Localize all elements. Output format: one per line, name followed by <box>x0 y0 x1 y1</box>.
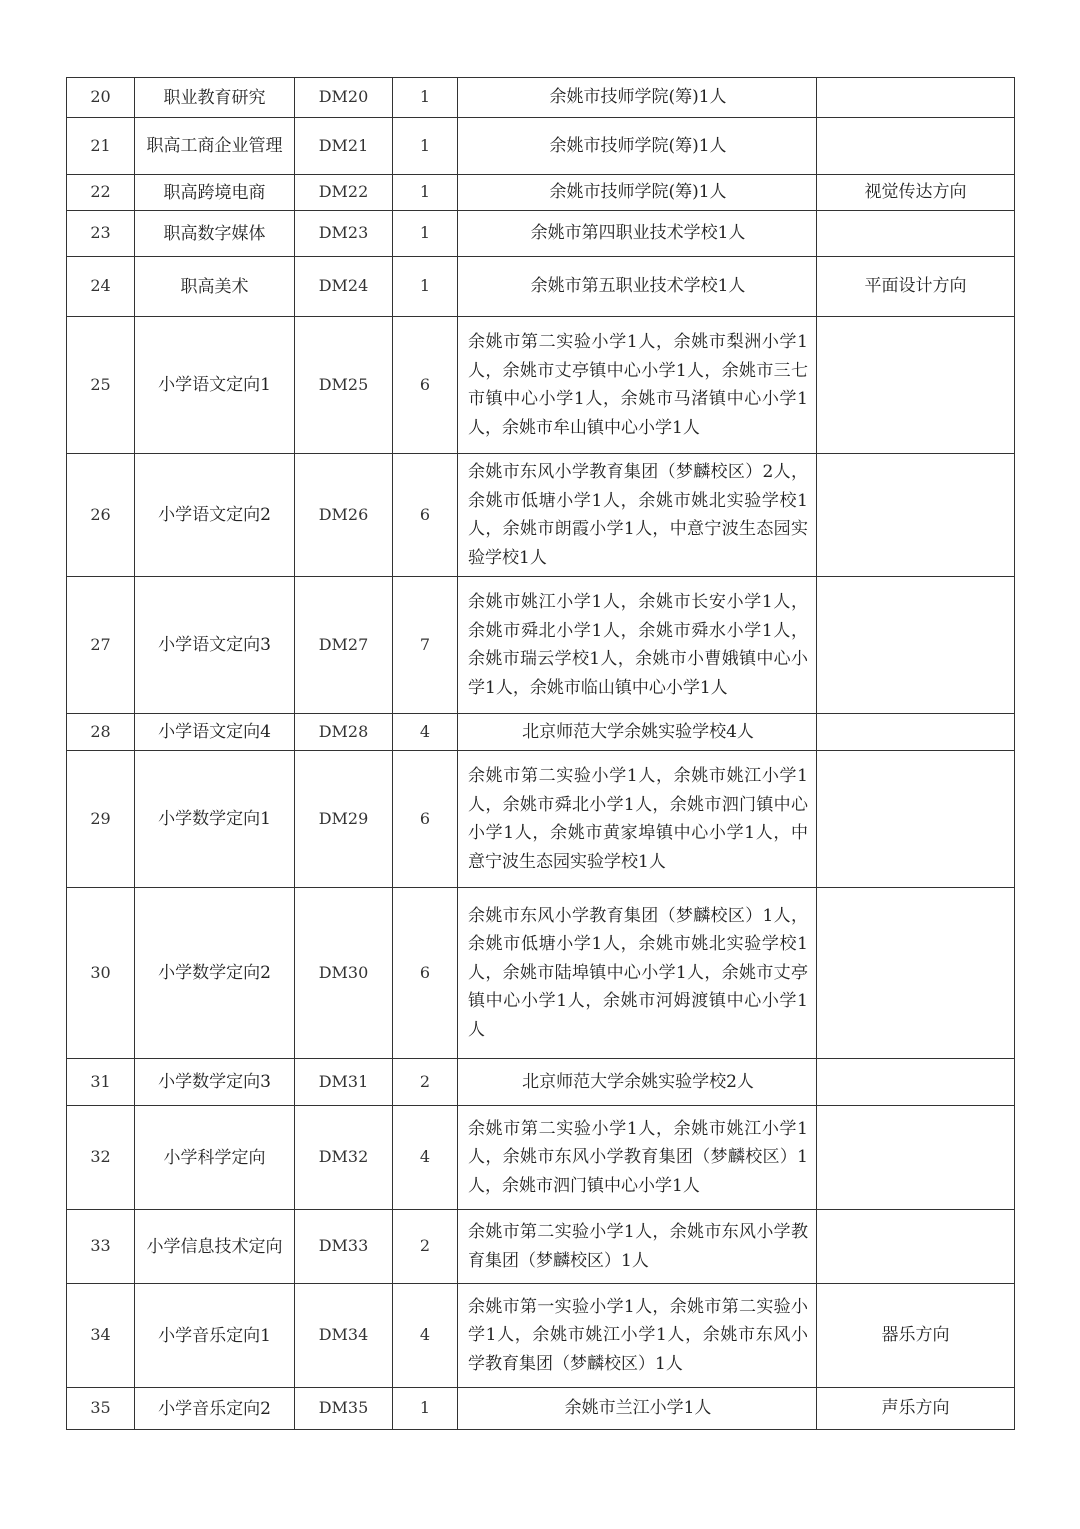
position-code: DM25 <box>295 317 393 454</box>
remark <box>817 714 1015 751</box>
school-allocation: 余姚市东风小学教育集团（梦麟校区）1人，余姚市低塘小学1人，余姚市姚北实验学校1人，余姚市陆埠镇中心小学1人，余姚市丈亭镇中心小学1人，余姚市河姆渡镇中心小学1人 <box>458 888 817 1059</box>
school-allocation: 余姚市技师学院(筹)1人 <box>458 118 817 175</box>
table-row <box>67 257 1015 317</box>
remark <box>817 317 1015 454</box>
hire-count: 1 <box>393 118 458 175</box>
school-allocation: 余姚市第二实验小学1人，余姚市姚江小学1人，余姚市东风小学教育集团（梦麟校区）1人，余姚市泗门镇中心小学1人 <box>458 1106 817 1210</box>
row-number: 32 <box>67 1106 135 1210</box>
subject-name: 小学语文定向1 <box>135 317 295 454</box>
position-code: DM30 <box>295 888 393 1059</box>
subject-name: 小学音乐定向1 <box>135 1284 295 1388</box>
position-code: DM35 <box>295 1388 393 1430</box>
position-code: DM23 <box>295 211 393 257</box>
subject-name: 小学数学定向2 <box>135 888 295 1059</box>
school-allocation: 余姚市技师学院(筹)1人 <box>458 78 817 118</box>
table-row <box>67 454 1015 577</box>
table-row <box>67 1059 1015 1106</box>
table-row <box>67 577 1015 714</box>
subject-name: 职高跨境电商 <box>135 175 295 211</box>
table-body <box>67 78 1015 1430</box>
remark <box>817 577 1015 714</box>
school-allocation: 余姚市第二实验小学1人，余姚市梨洲小学1人，余姚市丈亭镇中心小学1人，余姚市三七市镇中心小学1人，余姚市马渚镇中心小学1人，余姚市牟山镇中心小学1人 <box>458 317 817 454</box>
row-number: 27 <box>67 577 135 714</box>
row-number: 21 <box>67 118 135 175</box>
subject-name: 职业教育研究 <box>135 78 295 118</box>
school-allocation: 余姚市技师学院(筹)1人 <box>458 175 817 211</box>
subject-name: 小学数学定向3 <box>135 1059 295 1106</box>
table-row <box>67 118 1015 175</box>
row-number: 35 <box>67 1388 135 1430</box>
hire-count: 6 <box>393 454 458 577</box>
hire-count: 7 <box>393 577 458 714</box>
subject-name: 职高工商企业管理 <box>135 118 295 175</box>
position-code: DM26 <box>295 454 393 577</box>
hire-count: 1 <box>393 175 458 211</box>
remark: 器乐方向 <box>817 1284 1015 1388</box>
table-row <box>67 175 1015 211</box>
remark: 视觉传达方向 <box>817 175 1015 211</box>
remark <box>817 118 1015 175</box>
position-code: DM22 <box>295 175 393 211</box>
row-number: 23 <box>67 211 135 257</box>
position-code: DM33 <box>295 1210 393 1284</box>
remark <box>817 454 1015 577</box>
remark <box>817 211 1015 257</box>
row-number: 28 <box>67 714 135 751</box>
table-row <box>67 211 1015 257</box>
position-code: DM24 <box>295 257 393 317</box>
position-code: DM27 <box>295 577 393 714</box>
table-row <box>67 751 1015 888</box>
hire-count: 6 <box>393 751 458 888</box>
row-number: 29 <box>67 751 135 888</box>
subject-name: 小学语文定向3 <box>135 577 295 714</box>
subject-name: 小学语文定向4 <box>135 714 295 751</box>
school-allocation: 余姚市姚江小学1人，余姚市长安小学1人，余姚市舜北小学1人，余姚市舜水小学1人，余姚市瑞云学校1人，余姚市小曹娥镇中心小学1人，余姚市临山镇中心小学1人 <box>458 577 817 714</box>
position-code: DM21 <box>295 118 393 175</box>
remark: 平面设计方向 <box>817 257 1015 317</box>
position-code: DM29 <box>295 751 393 888</box>
subject-name: 职高美术 <box>135 257 295 317</box>
school-allocation: 北京师范大学余姚实验学校4人 <box>458 714 817 751</box>
hire-count: 4 <box>393 1284 458 1388</box>
subject-name: 小学语文定向2 <box>135 454 295 577</box>
table-row <box>67 714 1015 751</box>
remark <box>817 888 1015 1059</box>
table-row <box>67 1106 1015 1210</box>
remark <box>817 1106 1015 1210</box>
hire-count: 2 <box>393 1210 458 1284</box>
subject-name: 小学科学定向 <box>135 1106 295 1210</box>
remark <box>817 1210 1015 1284</box>
position-code: DM34 <box>295 1284 393 1388</box>
row-number: 30 <box>67 888 135 1059</box>
remark: 声乐方向 <box>817 1388 1015 1430</box>
hire-count: 6 <box>393 888 458 1059</box>
row-number: 34 <box>67 1284 135 1388</box>
hire-count: 6 <box>393 317 458 454</box>
hire-count: 1 <box>393 78 458 118</box>
subject-name: 职高数字媒体 <box>135 211 295 257</box>
row-number: 26 <box>67 454 135 577</box>
table-row <box>67 1210 1015 1284</box>
table-row <box>67 317 1015 454</box>
subject-name: 小学音乐定向2 <box>135 1388 295 1430</box>
table-row <box>67 888 1015 1059</box>
row-number: 31 <box>67 1059 135 1106</box>
remark <box>817 751 1015 888</box>
table-row <box>67 1388 1015 1430</box>
hire-count: 1 <box>393 211 458 257</box>
position-code: DM20 <box>295 78 393 118</box>
school-allocation: 余姚市第五职业技术学校1人 <box>458 257 817 317</box>
row-number: 22 <box>67 175 135 211</box>
hire-count: 4 <box>393 714 458 751</box>
table-row <box>67 78 1015 118</box>
table-row <box>67 1284 1015 1388</box>
hire-count: 4 <box>393 1106 458 1210</box>
row-number: 20 <box>67 78 135 118</box>
hire-count: 1 <box>393 1388 458 1430</box>
school-allocation: 余姚市第二实验小学1人，余姚市姚江小学1人，余姚市舜北小学1人，余姚市泗门镇中心小学1人，余姚市黄家埠镇中心小学1人，中意宁波生态园实验学校1人 <box>458 751 817 888</box>
school-allocation: 余姚市东风小学教育集团（梦麟校区）2人，余姚市低塘小学1人，余姚市姚北实验学校1人，余姚市朗霞小学1人，中意宁波生态园实验学校1人 <box>458 454 817 577</box>
row-number: 33 <box>67 1210 135 1284</box>
school-allocation: 余姚市第一实验小学1人，余姚市第二实验小学1人，余姚市姚江小学1人，余姚市东风小学教育集团（梦麟校区）1人 <box>458 1284 817 1388</box>
remark <box>817 78 1015 118</box>
row-number: 24 <box>67 257 135 317</box>
position-code: DM32 <box>295 1106 393 1210</box>
school-allocation: 余姚市第二实验小学1人，余姚市东风小学教育集团（梦麟校区）1人 <box>458 1210 817 1284</box>
position-code: DM28 <box>295 714 393 751</box>
hire-count: 1 <box>393 257 458 317</box>
hire-count: 2 <box>393 1059 458 1106</box>
recruitment-table <box>66 77 1015 1430</box>
school-allocation: 北京师范大学余姚实验学校2人 <box>458 1059 817 1106</box>
subject-name: 小学信息技术定向 <box>135 1210 295 1284</box>
school-allocation: 余姚市第四职业技术学校1人 <box>458 211 817 257</box>
row-number: 25 <box>67 317 135 454</box>
subject-name: 小学数学定向1 <box>135 751 295 888</box>
position-code: DM31 <box>295 1059 393 1106</box>
school-allocation: 余姚市兰江小学1人 <box>458 1388 817 1430</box>
remark <box>817 1059 1015 1106</box>
